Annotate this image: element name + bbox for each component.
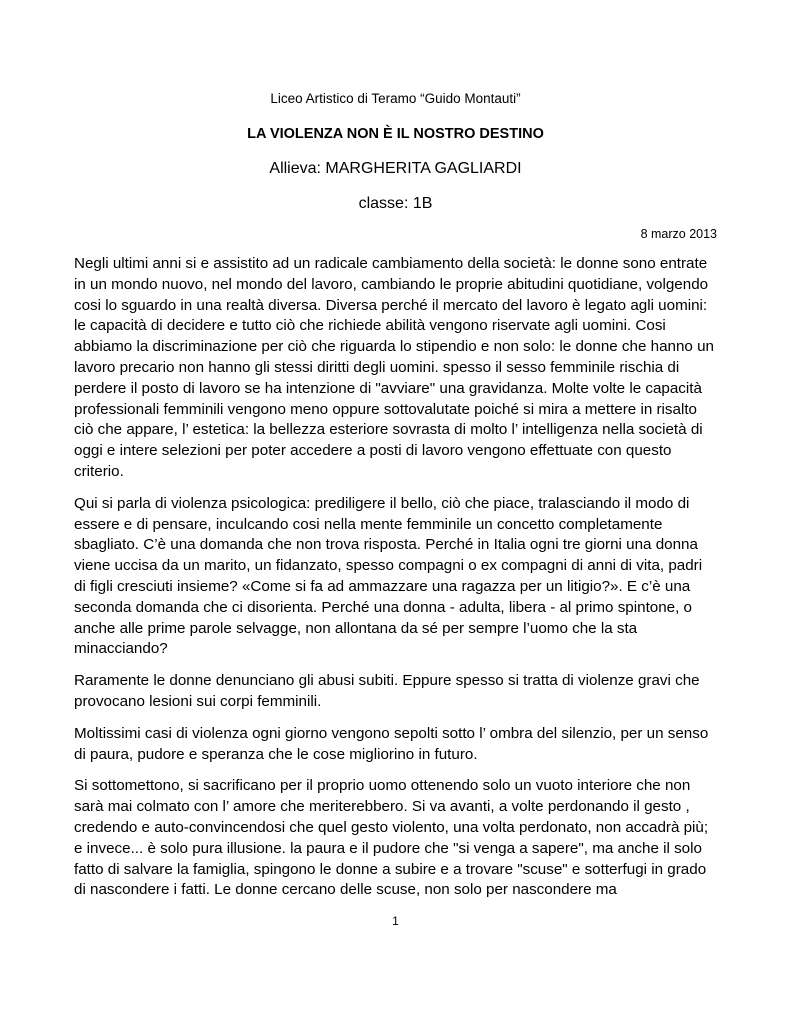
paragraph: Si sottomettono, si sacrificano per il proprio uomo ottenendo solo un vuoto interiore che non sarà mai colmato con l’ amore che meriterebbero. Si va avanti, a volte perdonando il gesto , credendo e auto-convincendosi che quel gesto violento, una volta perdonato, non accadrà più; e invece... è solo pura illusione. la paura e il pudore che "si venga a sapere", ma anche il solo fatto di salvare la famiglia, spingono le donne a subire e a trovare "scuse" e sotterfugi in grado di nascondere i fatti. Le donne cercano delle scuse, non solo per nascondere ma [74, 777, 709, 899]
document-title: LA VIOLENZA NON È IL NOSTRO DESTINO [247, 126, 544, 142]
student-name: Allieva: MARGHERITA GAGLIARDI [269, 160, 522, 177]
page-number: 1 [392, 914, 399, 928]
paragraph: Negli ultimi anni si e assistito ad un radicale cambiamento della società: le donne sono entrate in un mondo nuovo, nel mondo del lavoro, cambiando le proprie abitudini quotidiane, volgendo cosi lo sguardo in una realtà diversa. Diversa perché il mercato del lavoro è legato agli uomini: le capacità di decidere e tutto ciò che richiede abilità vengono riservate agli uomini. Cosi abbiamo la discriminazione per ciò che riguarda lo stipendio e non solo: le donne che hanno un lavoro precario non hanno gli stessi diritti degli uomini. spesso il sesso femminile rischia di perdere il posto di lavoro se ha intenzione di "avviare" una gravidanza. Molte volte le capacità professionali femminili vengono meno oppure sottovalutate poiché si mira a mettere in risalto ciò che appare, l’ estetica: la bellezza esteriore sovrasta di molto l’ intelligenza nella società di oggi e intere selezioni per poter accedere a posti di lavoro vengono effettuate con questo criterio. [74, 255, 714, 480]
paragraph: Raramente le donne denunciano gli abusi subiti. Eppure spesso si tratta di violenze gravi che provocano lesioni sui corpi femminili. [74, 672, 700, 710]
class-label: classe: 1B [358, 195, 433, 212]
paragraph: Qui si parla di violenza psicologica: prediligere il bello, ciò che piace, tralasciando il modo di essere e di pensare, inculcando cosi nella mente femminile un concetto completamente sbagliato. C’è una domanda che non trova risposta. Perché in Italia ogni tre giorni una donna viene uccisa da un marito, un fidanzato, spesso compagni o ex compagni di anni di vita, padri di figli cresciuti insieme? «Come si fa ad ammazzare una ragazza per un litigio?». E c’è una seconda domanda che ci disorienta. Perché una donna - adulta, libera - al primo spintone, o anche alle prime parole selvagge, non allontana da sé per sempre l’uomo che la sta minacciando? [74, 494, 703, 658]
document-date: 8 marzo 2013 [640, 227, 717, 241]
paragraph: Moltissimi casi di violenza ogni giorno vengono sepolti sotto l’ ombra del silenzio, per un senso di paura, pudore e speranza che le cose migliorino in futuro. [74, 724, 709, 763]
body-text [74, 254, 718, 912]
school-name: Liceo Artistico di Teramo “Guido Montauti” [270, 91, 521, 106]
